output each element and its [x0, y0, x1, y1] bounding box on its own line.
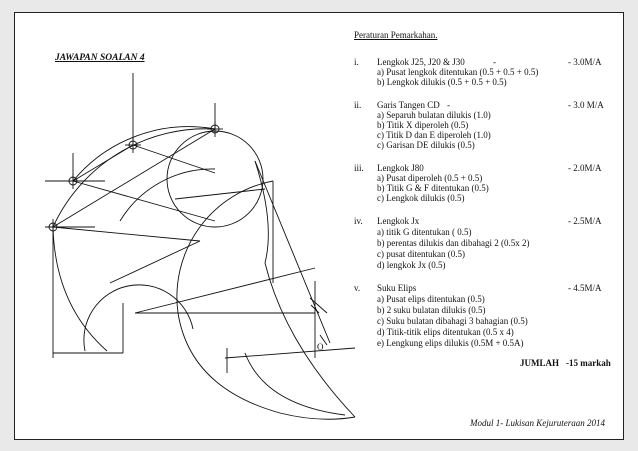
total-value: -15 markah [566, 358, 611, 368]
section-title: Lengkok J80 [377, 163, 424, 173]
section-number: v. [354, 283, 361, 293]
tangent-circle [167, 131, 263, 227]
construct-line [73, 145, 133, 181]
section-title: Lengkok J25, J20 & J30 [377, 57, 465, 67]
section-marks: - 4.5M/A [568, 283, 602, 293]
construct-line [110, 241, 200, 283]
arc-jx [255, 161, 355, 417]
section-number: iii. [354, 163, 364, 173]
outer-arc-lower [53, 227, 107, 351]
section-marks: - 3.0 M/A [568, 100, 604, 110]
section-dash: - [447, 100, 450, 110]
construct-line [175, 189, 265, 199]
section-item: c) Garisan DE dilukis (0.5) [377, 140, 475, 150]
section-item: b) perentas dilukis dan dibahagi 2 (0.5x 2) [377, 238, 530, 248]
section-item: a) Pusat lengkok ditentukan (0.5 + 0.5 + 0.5) [377, 67, 539, 77]
ellipse-curve [178, 313, 355, 419]
section-item: a) Pusat elips ditentukan (0.5) [377, 294, 485, 304]
section-number: iv. [354, 216, 363, 226]
section-marks: - 2.5M/A [568, 216, 602, 226]
arc-j80 [177, 181, 273, 313]
rules-header: Peraturan Pemarkahan. [354, 30, 438, 40]
section-title: Suku Elips [377, 283, 417, 293]
answer-sheet [14, 12, 624, 440]
construct-line [135, 268, 315, 313]
construct-line [133, 145, 215, 173]
section-item: a) Separuh bulatan dilukis (1.0) [377, 110, 491, 120]
section-title: Lengkok Jx [377, 216, 420, 226]
section-marks: - 3.0M/A [568, 57, 602, 67]
section-item: c) Suku bulatan dibahagi 3 bahagian (0.5) [377, 316, 528, 326]
middle-arc [73, 127, 215, 181]
section-number: ii. [354, 100, 362, 110]
section-item: d) Titik-titik elips ditentukan (0.5 x 4) [377, 327, 514, 337]
section-number: i. [354, 57, 359, 67]
footer-text: Modul 1- Lukisan Kejuruteraan 2014 [470, 418, 605, 428]
construct-line [225, 348, 355, 358]
section-item: e) Lengkung elips dilukis (0.5M + 0.5A) [377, 338, 524, 348]
section-item: c) Lengkok dilukis (0.5) [377, 193, 465, 203]
point-o-label: O [317, 342, 324, 352]
section-item: b) Titik X diperoleh (0.5) [377, 120, 469, 130]
construct-line [255, 161, 330, 343]
section-item: b) Lengkok dilukis (0.5 + 0.5 + 0.5) [377, 77, 507, 87]
total-label: JUMLAH [520, 358, 559, 368]
construct-line [73, 181, 215, 221]
construct-line [53, 227, 200, 241]
section-item: c) Titik D dan E diperoleh (1.0) [377, 130, 491, 140]
section-item: b) Titik G & F ditentukan (0.5) [377, 183, 489, 193]
section-item: c) pusat ditentukan (0.5) [377, 249, 465, 259]
section-item: b) 2 suku bulatan dilukis (0.5) [377, 305, 486, 315]
section-item: a) Pusat diperoleh (0.5 + 0.5) [377, 173, 483, 183]
section-dash: - [493, 57, 496, 67]
section-item: a) titik G ditentukan ( 0.5) [377, 227, 472, 237]
construct-line [310, 298, 327, 313]
section-title: Garis Tangen CD [377, 100, 440, 110]
ellipse-inner [245, 353, 345, 415]
section-marks: - 2.0M/A [568, 163, 602, 173]
sheet-title: JAWAPAN SOALAN 4 [55, 53, 145, 63]
section-item: d) lengkok Jx (0.5) [377, 260, 446, 270]
